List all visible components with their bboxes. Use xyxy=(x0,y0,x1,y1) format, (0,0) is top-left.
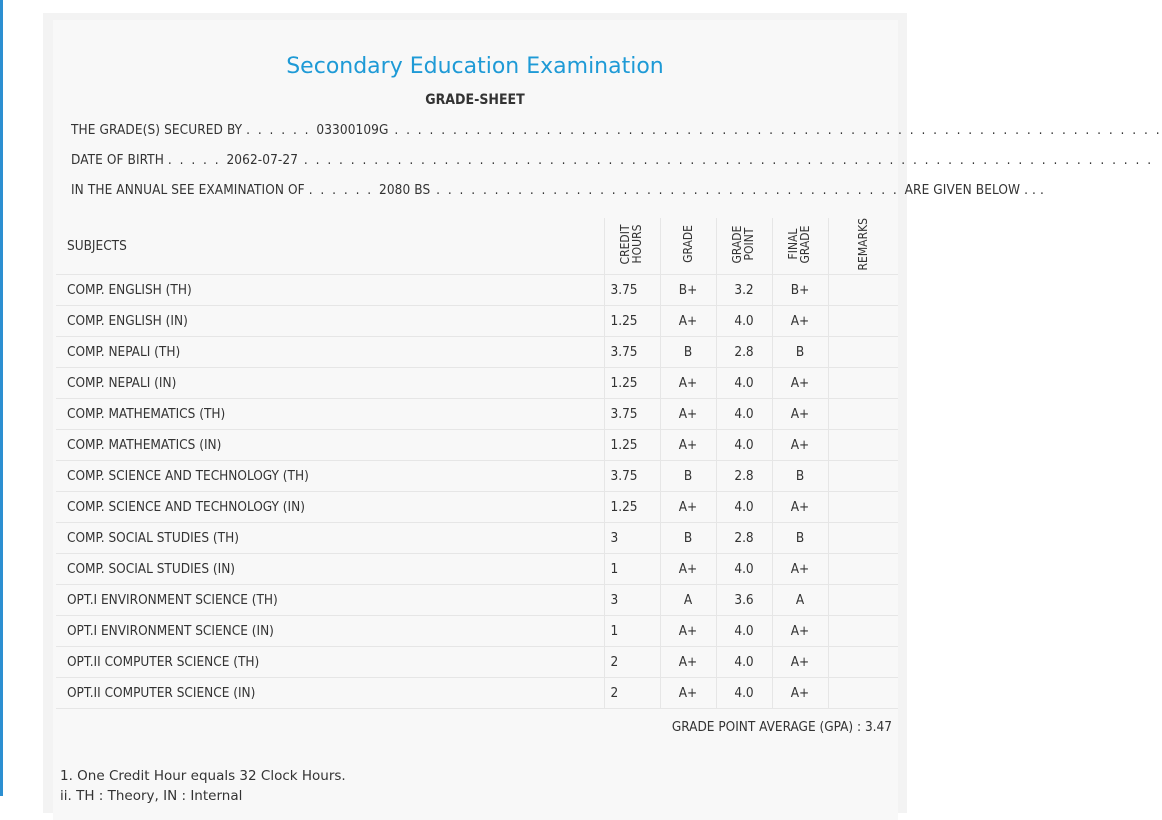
exam-year: 2080 BS xyxy=(379,182,431,198)
subject-cell: COMP. ENGLISH (TH) xyxy=(56,275,604,306)
final-grade-cell: B xyxy=(772,337,828,368)
grade-point-cell: 4.0 xyxy=(716,492,772,523)
remarks-cell xyxy=(828,585,898,616)
subject-cell: OPT.I ENVIRONMENT SCIENCE (IN) xyxy=(56,616,604,647)
remarks-cell xyxy=(828,368,898,399)
header-remarks: REMARKS xyxy=(828,218,898,275)
gpa-value: 3.47 xyxy=(864,719,892,735)
remarks-cell xyxy=(828,430,898,461)
subject-cell: COMP. NEPALI (TH) xyxy=(56,337,604,368)
page-subtitle: GRADE-SHEET xyxy=(425,92,525,108)
page-title: Secondary Education Examination xyxy=(286,54,664,79)
credit-hours-cell: 1 xyxy=(604,554,660,585)
note-abbreviations: ii. TH : Theory, IN : Internal xyxy=(60,788,243,804)
grade-cell: A+ xyxy=(660,306,716,337)
credit-hours-cell: 1.25 xyxy=(604,306,660,337)
grade-point-cell: 4.0 xyxy=(716,399,772,430)
final-grade-cell: A+ xyxy=(772,647,828,678)
table-row xyxy=(56,678,898,709)
final-grade-cell: A+ xyxy=(772,430,828,461)
table-row xyxy=(56,399,898,430)
remarks-cell xyxy=(828,337,898,368)
grade-cell: A+ xyxy=(660,678,716,709)
table-row xyxy=(56,585,898,616)
credit-hours-cell: 3.75 xyxy=(604,461,660,492)
header-grade-point: GRADE POINT xyxy=(716,218,772,275)
credit-hours-cell: 1.25 xyxy=(604,430,660,461)
final-grade-cell: B+ xyxy=(772,275,828,306)
grade-point-cell: 4.0 xyxy=(716,554,772,585)
grade-point-cell: 2.8 xyxy=(716,461,772,492)
grade-cell: A+ xyxy=(660,492,716,523)
grade-cell: A+ xyxy=(660,616,716,647)
grade-point-cell: 4.0 xyxy=(716,430,772,461)
subject-cell: COMP. MATHEMATICS (IN) xyxy=(56,430,604,461)
table-row xyxy=(56,554,898,585)
credit-hours-cell: 3.75 xyxy=(604,275,660,306)
remarks-cell xyxy=(828,492,898,523)
final-grade-cell: A+ xyxy=(772,368,828,399)
table-row xyxy=(56,337,898,368)
remarks-cell xyxy=(828,275,898,306)
grade-cell: A xyxy=(660,585,716,616)
grade-point-cell: 3.6 xyxy=(716,585,772,616)
final-grade-cell: A+ xyxy=(772,678,828,709)
grade-cell: A+ xyxy=(660,430,716,461)
subject-cell: COMP. SOCIAL STUDIES (TH) xyxy=(56,523,604,554)
credit-hours-cell: 3.75 xyxy=(604,399,660,430)
subject-cell: COMP. NEPALI (IN) xyxy=(56,368,604,399)
remarks-cell xyxy=(828,306,898,337)
gpa-label: GRADE POINT AVERAGE (GPA) : xyxy=(671,719,862,735)
header-grade: GRADE xyxy=(660,218,716,275)
exam-line: IN THE ANNUAL SEE EXAMINATION OF . . . . . . 2080 BS . . . . . . . . . . . . . . . . . . . . . . . . . . . . . . . . . . . . . . . . ARE GIVEN BELOW . . . xyxy=(71,182,1044,198)
final-grade-cell: A xyxy=(772,585,828,616)
grade-cell: B xyxy=(660,337,716,368)
credit-hours-cell: 2 xyxy=(604,678,660,709)
grade-cell: A+ xyxy=(660,368,716,399)
table-header-row xyxy=(56,218,898,275)
subject-cell: COMP. SCIENCE AND TECHNOLOGY (TH) xyxy=(56,461,604,492)
table-row xyxy=(56,368,898,399)
subject-cell: COMP. SOCIAL STUDIES (IN) xyxy=(56,554,604,585)
table-row xyxy=(56,306,898,337)
credit-hours-cell: 3.75 xyxy=(604,337,660,368)
dob-label: DATE OF BIRTH xyxy=(71,152,164,168)
symbol-number: 03300109G xyxy=(316,122,389,138)
final-grade-cell: B xyxy=(772,461,828,492)
grade-point-cell: 2.8 xyxy=(716,523,772,554)
remarks-cell xyxy=(828,647,898,678)
grade-point-cell: 4.0 xyxy=(716,368,772,399)
table-row xyxy=(56,616,898,647)
final-grade-cell: A+ xyxy=(772,306,828,337)
header-subjects: SUBJECTS xyxy=(56,218,604,275)
subject-cell: COMP. ENGLISH (IN) xyxy=(56,306,604,337)
subject-cell: OPT.II COMPUTER SCIENCE (IN) xyxy=(56,678,604,709)
table-row xyxy=(56,492,898,523)
grade-cell: B xyxy=(660,461,716,492)
grade-point-cell: 2.8 xyxy=(716,337,772,368)
credit-hours-cell: 3 xyxy=(604,523,660,554)
header-final-grade: FINAL GRADE xyxy=(772,218,828,275)
remarks-cell xyxy=(828,678,898,709)
remarks-cell xyxy=(828,554,898,585)
remarks-cell xyxy=(828,616,898,647)
subject-cell: COMP. MATHEMATICS (TH) xyxy=(56,399,604,430)
grade-cell: A+ xyxy=(660,647,716,678)
grade-cell: A+ xyxy=(660,399,716,430)
table-row xyxy=(56,430,898,461)
table-row xyxy=(56,275,898,306)
grade-point-cell: 4.0 xyxy=(716,306,772,337)
remarks-cell xyxy=(828,399,898,430)
grade-cell: B+ xyxy=(660,275,716,306)
final-grade-cell: A+ xyxy=(772,492,828,523)
header-credit-hours: CREDIT HOURS xyxy=(604,218,660,275)
remarks-cell xyxy=(828,523,898,554)
credit-hours-cell: 1 xyxy=(604,616,660,647)
grades-table xyxy=(56,218,898,709)
grade-point-cell: 4.0 xyxy=(716,647,772,678)
exam-label: IN THE ANNUAL SEE EXAMINATION OF xyxy=(71,182,305,198)
credit-hours-cell: 1.25 xyxy=(604,492,660,523)
subject-cell: OPT.I ENVIRONMENT SCIENCE (TH) xyxy=(56,585,604,616)
secured-by-line: THE GRADE(S) SECURED BY . . . . . . 03300109G . . . . . . . . . . . . . . . . . . . . . . . . . . . . . . . . . . . . . . . . . . . . . . . . . . . . . . . . . . . . . . . . . . xyxy=(71,122,1162,138)
note-credit-hour: 1. One Credit Hour equals 32 Clock Hours. xyxy=(60,768,346,784)
final-grade-cell: A+ xyxy=(772,616,828,647)
dob-line: DATE OF BIRTH . . . . . 2062-07-27 . . . . . . . . . . . . . . . . . . . . . . . . . . . . . . . . . . . . . . . . . . . . . . . . . . . . . . . . . . . . . . . . . . . . . . . . . xyxy=(71,152,1154,168)
exam-suffix: ARE GIVEN BELOW . . . xyxy=(904,182,1044,198)
credit-hours-cell: 3 xyxy=(604,585,660,616)
left-accent-bar xyxy=(0,0,3,796)
credit-hours-cell: 2 xyxy=(604,647,660,678)
grade-cell: A+ xyxy=(660,554,716,585)
grade-point-cell: 4.0 xyxy=(716,616,772,647)
gpa-line xyxy=(672,719,892,735)
table-row xyxy=(56,461,898,492)
subject-cell: OPT.II COMPUTER SCIENCE (TH) xyxy=(56,647,604,678)
credit-hours-cell: 1.25 xyxy=(604,368,660,399)
table-row xyxy=(56,647,898,678)
subject-cell: COMP. SCIENCE AND TECHNOLOGY (IN) xyxy=(56,492,604,523)
dob-value: 2062-07-27 xyxy=(226,152,299,168)
grade-point-cell: 3.2 xyxy=(716,275,772,306)
grade-point-cell: 4.0 xyxy=(716,678,772,709)
grade-cell: B xyxy=(660,523,716,554)
remarks-cell xyxy=(828,461,898,492)
secured-by-label: THE GRADE(S) SECURED BY xyxy=(71,122,243,138)
table-row xyxy=(56,523,898,554)
final-grade-cell: A+ xyxy=(772,554,828,585)
final-grade-cell: B xyxy=(772,523,828,554)
final-grade-cell: A+ xyxy=(772,399,828,430)
